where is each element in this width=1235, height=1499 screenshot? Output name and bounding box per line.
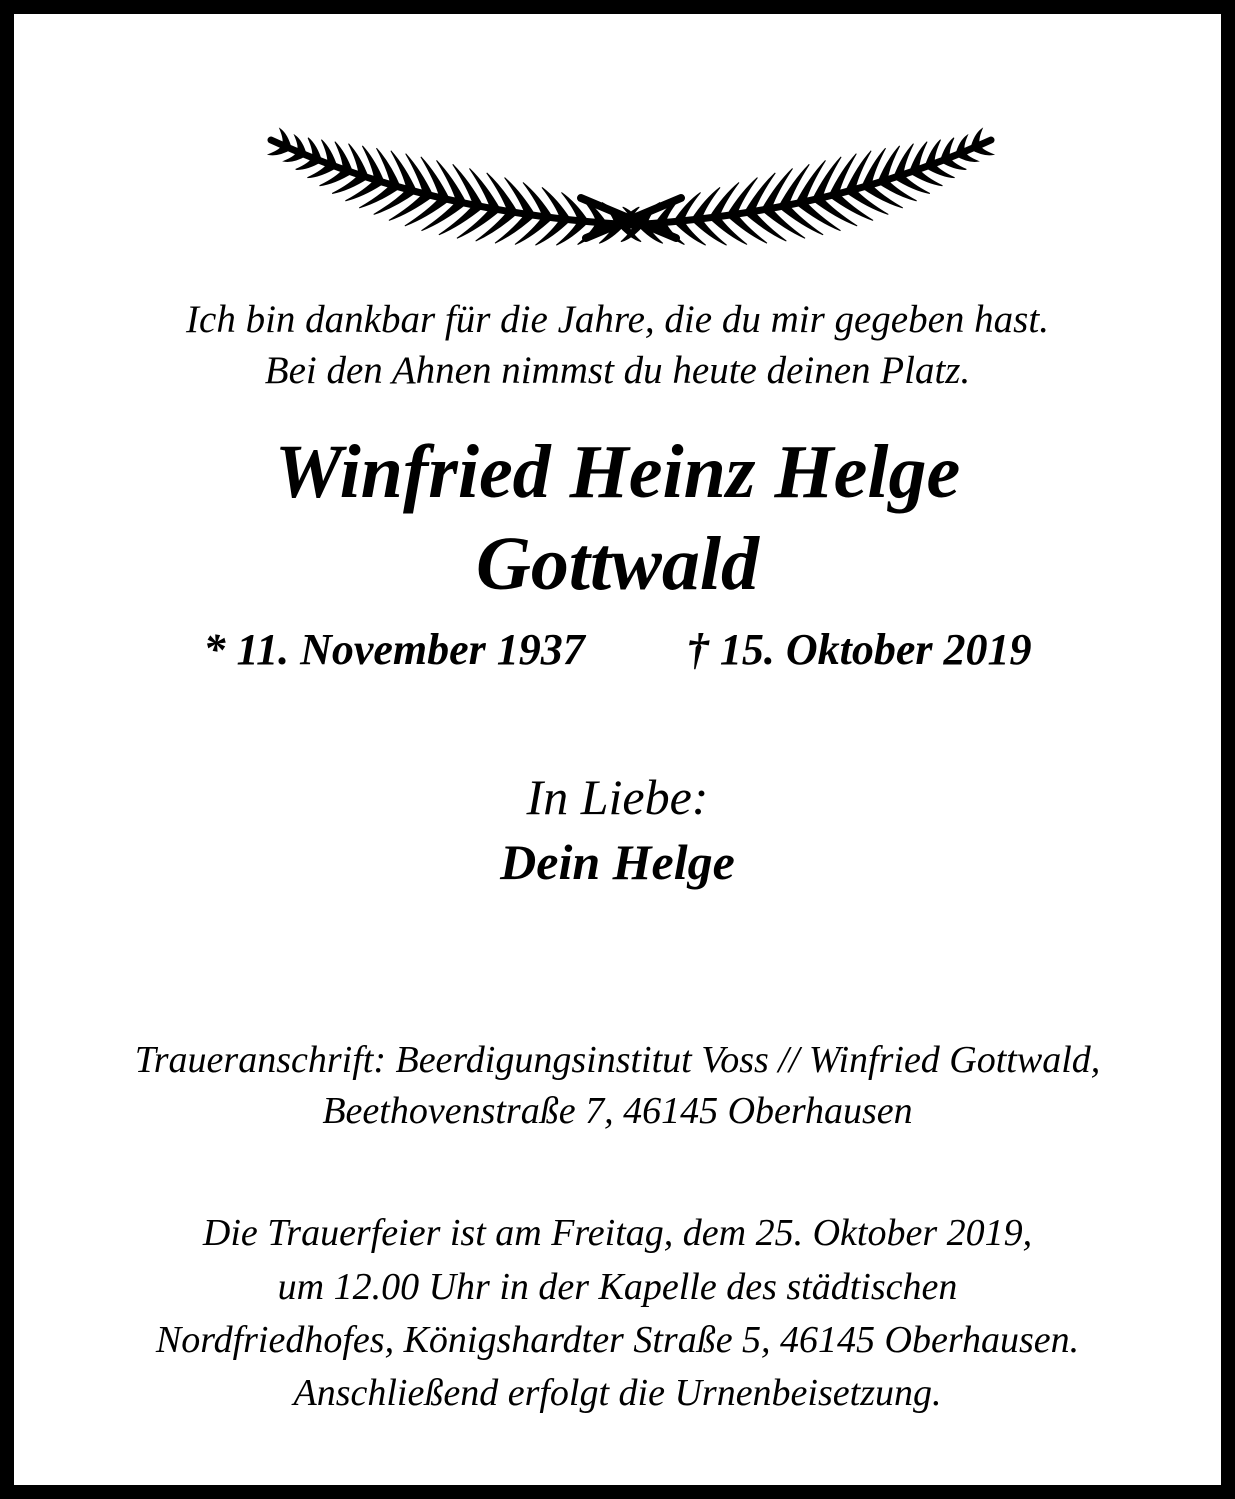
deceased-name-line-1: Winfried Heinz Helge (274, 430, 961, 514)
service-line-2: um 12.00 Uhr in der Kapelle des städtischen (277, 1266, 958, 1308)
service-line-3: Nordfriedhofes, Königshardter Straße 5, 46145 Oberhausen. (155, 1319, 1080, 1361)
palm-branches-icon (261, 98, 1001, 246)
quote-line-1: Ich bin dankbar für die Jahre, die du mir gegeben hast. (186, 298, 1049, 341)
life-dates (14, 624, 1221, 676)
address-line-2: Beethovenstraße 7, 46145 Oberhausen (322, 1090, 913, 1132)
mourner-intro: In Liebe: (526, 769, 709, 825)
quote-line-2: Bei den Ahnen nimmst du heute deinen Platz. (264, 349, 971, 392)
mourner-name: Dein Helge (500, 834, 735, 890)
birth-date: * 11. November 1937 (203, 625, 585, 674)
deceased-name-line-2: Gottwald (476, 522, 759, 606)
service-line-1: Die Trauerfeier ist am Freitag, dem 25. Oktober 2019, (202, 1212, 1033, 1254)
service-line-4: Anschließend erfolgt die Urnenbeisetzung. (293, 1372, 942, 1414)
address-line-1: Traueranschrift: Beerdigungsinstitut Voss // Winfried Gottwald, (134, 1039, 1101, 1081)
death-date: † 15. Oktober 2019 (686, 625, 1032, 674)
